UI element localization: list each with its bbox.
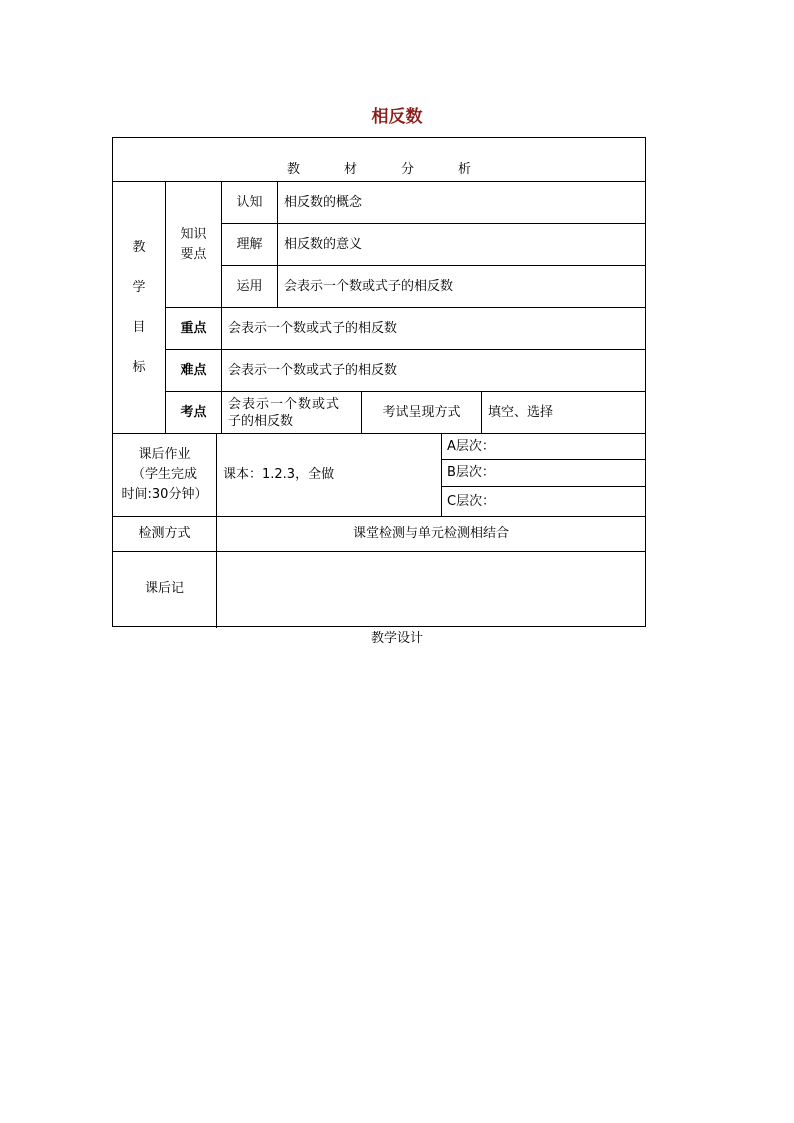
assessment-content: 课堂检测与单元检测相结合 <box>352 526 509 541</box>
document-footer: 教学设计 <box>370 631 423 646</box>
key-point-label: 重点 <box>180 320 207 336</box>
knowledge-content: 相反数的意义 <box>284 236 363 252</box>
header-char: 教 <box>286 161 300 177</box>
homework-content: 课本：1.2.3，全做 <box>223 467 335 482</box>
document-title: 相反数 <box>371 107 423 127</box>
knowledge-level: 认知 <box>236 194 263 210</box>
homework-tier-a: A层次： <box>447 438 495 454</box>
knowledge-level: 运用 <box>236 278 263 294</box>
knowledge-content: 会表示一个数或式子的相反数 <box>284 278 454 294</box>
difficult-point-label: 难点 <box>180 362 207 378</box>
lesson-plan-table <box>112 137 646 627</box>
header-char: 材 <box>343 161 357 177</box>
header-char: 分 <box>401 161 415 177</box>
afterword-content[interactable] <box>217 552 645 626</box>
knowledge-points-label: 知识 要点 <box>180 226 207 262</box>
header-char: 析 <box>458 161 472 177</box>
exam-point-label: 考点 <box>180 404 207 420</box>
assessment-label: 检测方式 <box>138 526 191 541</box>
section-header <box>113 158 645 181</box>
knowledge-level: 理解 <box>236 236 263 252</box>
objectives-label: 教 学 目 标 <box>132 239 146 375</box>
difficult-point-content: 会表示一个数或式子的相反数 <box>228 362 398 378</box>
homework-label: 课后作业 （学生完成 时间:30分钟） <box>121 447 208 502</box>
homework-tier-c: C层次： <box>447 493 496 509</box>
knowledge-content: 相反数的概念 <box>284 194 363 210</box>
homework-tier-b: B层次： <box>447 465 495 480</box>
afterword-label: 课后记 <box>144 581 184 596</box>
key-point-content: 会表示一个数或式子的相反数 <box>228 320 398 336</box>
exam-point-content: 会表示一个数或式 子的相反数 <box>228 396 341 429</box>
exam-format-label: 考试呈现方式 <box>382 404 461 420</box>
exam-format-value: 填空、选择 <box>488 404 554 420</box>
